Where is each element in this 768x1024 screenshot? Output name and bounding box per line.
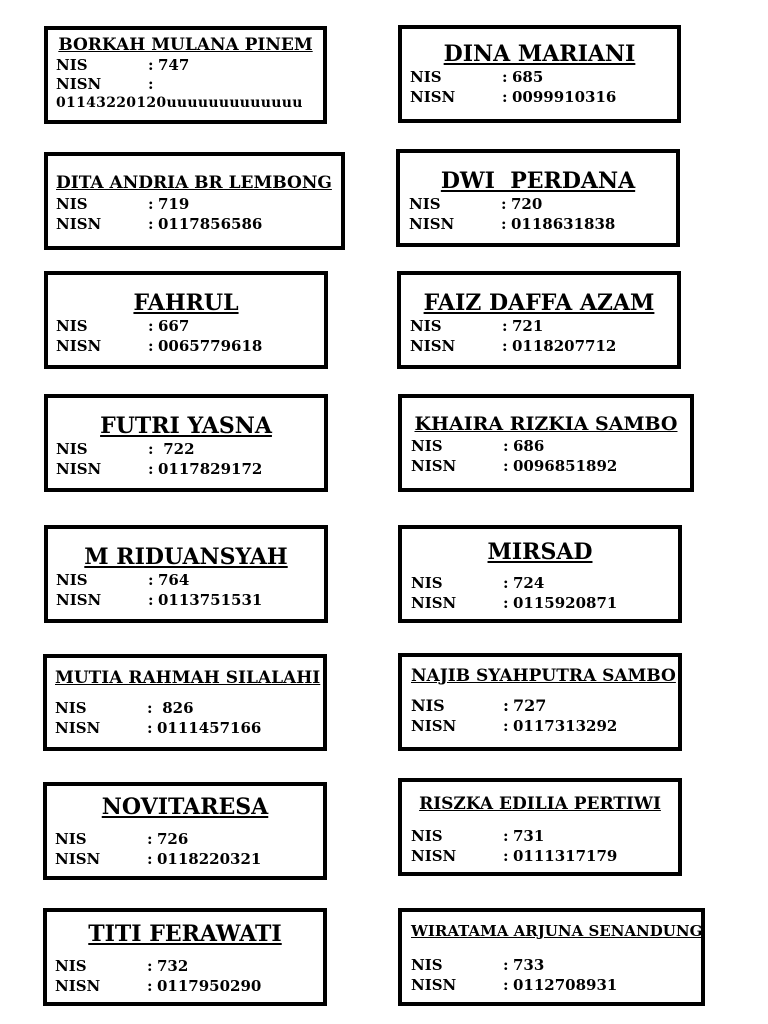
nisn-label: NISN	[56, 460, 102, 479]
nisn-label: NISN	[56, 214, 102, 233]
nis-separator: :	[148, 571, 154, 590]
nisn-separator: :	[147, 977, 153, 996]
nisn-separator: :	[148, 74, 154, 93]
nis-label: NIS	[56, 55, 88, 74]
student-name: DINA MARIANI	[443, 41, 636, 67]
student-card-dwi	[396, 149, 680, 247]
nisn-separator: :	[503, 594, 509, 613]
nis-separator: :	[148, 194, 154, 213]
nisn-value-overflow: 01143220120uuuuuuuuuuuuu	[56, 94, 303, 111]
nis-separator: :	[147, 830, 153, 849]
nisn-value: 0117313292	[513, 716, 618, 735]
nisn-label: NISN	[56, 337, 102, 356]
nis-value: 747	[158, 55, 190, 74]
nis-value: 733	[513, 956, 545, 975]
nis-value: 719	[158, 194, 190, 213]
student-card-dita	[44, 152, 345, 250]
student-name: NOVITARESA	[101, 794, 269, 820]
nisn-label: NISN	[55, 718, 101, 737]
nis-separator: :	[148, 317, 154, 336]
nis-label: NIS	[410, 317, 442, 336]
nisn-value: 0115920871	[513, 594, 618, 613]
nis-label: NIS	[56, 317, 88, 336]
student-name: MIRSAD	[487, 539, 593, 565]
nis-value: 732	[157, 957, 189, 976]
nisn-value: 0117950290	[157, 977, 262, 996]
nisn-separator: :	[147, 850, 153, 869]
nis-label: NIS	[55, 957, 87, 976]
nisn-value: 0118207712	[512, 337, 617, 356]
student-card-faiz	[397, 271, 681, 369]
nis-separator: :	[501, 195, 507, 214]
nis-value: 727	[513, 695, 547, 715]
nisn-value: 0112708931	[513, 976, 618, 995]
nisn-value: 0111317179	[513, 846, 618, 865]
student-name: FUTRI YASNA	[100, 413, 272, 439]
student-name: BORKAH MULANA PINEM	[58, 35, 313, 55]
student-card-futri	[44, 394, 328, 492]
nis-label: NIS	[411, 956, 443, 975]
nis-value: 731	[513, 826, 545, 845]
nisn-label: NISN	[410, 88, 456, 107]
nisn-label: NISN	[55, 977, 101, 996]
nisn-separator: :	[148, 214, 154, 233]
nisn-separator: :	[148, 460, 154, 479]
student-card-riszka	[398, 778, 682, 876]
student-card-borkah	[44, 26, 327, 124]
nisn-label: NISN	[411, 594, 457, 613]
nisn-separator: :	[503, 456, 509, 475]
student-card-novitaresa	[43, 782, 327, 880]
nis-value: 764	[158, 571, 190, 590]
nisn-label: NISN	[411, 976, 457, 995]
nisn-separator: :	[503, 976, 509, 995]
student-name: DWI PERDANA	[440, 168, 636, 194]
nisn-label: NISN	[56, 591, 102, 610]
nisn-label: NISN	[409, 215, 455, 234]
student-card-wiratama	[398, 908, 705, 1006]
nis-value: 826	[157, 698, 194, 717]
nisn-label: NISN	[411, 846, 457, 865]
student-name: FAIZ DAFFA AZAM	[423, 290, 655, 316]
nis-label: NIS	[410, 68, 442, 87]
nisn-value: 0118631838	[511, 215, 616, 234]
student-card-mirsad	[398, 525, 682, 623]
nisn-label: NISN	[56, 74, 102, 93]
nis-label: NIS	[56, 194, 88, 213]
nis-label: NIS	[411, 826, 443, 845]
nis-separator: :	[502, 317, 508, 336]
nisn-separator: :	[148, 591, 154, 610]
nis-value: 686	[513, 436, 545, 455]
nisn-label: NISN	[411, 716, 457, 735]
student-card-najib	[398, 653, 682, 751]
nisn-value: 0117829172	[158, 460, 263, 479]
nisn-label: NISN	[411, 456, 457, 475]
student-name: M RIDUANSYAH	[84, 544, 288, 570]
nisn-value: 0117856586	[158, 214, 263, 233]
nis-separator: :	[148, 55, 154, 74]
nis-separator: :	[502, 68, 508, 87]
nisn-value: 0065779618	[158, 337, 263, 356]
student-card-khaira	[398, 394, 694, 492]
student-card-riduansyah	[44, 525, 328, 623]
nis-separator: :	[503, 695, 509, 715]
nis-value: 722	[158, 440, 195, 459]
nis-separator: :	[147, 698, 153, 717]
student-card-fahrul	[44, 271, 328, 369]
nisn-value: 0118220321	[157, 850, 262, 869]
nis-separator: :	[148, 440, 154, 459]
student-name: DITA ANDRIA BR LEMBONG	[56, 173, 332, 193]
nis-label: NIS	[411, 695, 445, 715]
nisn-value: 0096851892	[513, 456, 618, 475]
nis-label: NIS	[55, 698, 87, 717]
nis-value: 724	[513, 574, 545, 593]
nis-separator: :	[147, 957, 153, 976]
nisn-separator: :	[501, 215, 507, 234]
nis-label: NIS	[411, 574, 443, 593]
nisn-separator: :	[148, 337, 154, 356]
nis-label: NIS	[56, 571, 88, 590]
nis-separator: :	[503, 574, 509, 593]
nisn-separator: :	[502, 337, 508, 356]
student-name: NAJIB SYAHPUTRA SAMBO	[411, 666, 676, 686]
nis-value: 685	[512, 68, 544, 87]
nis-value: 720	[511, 195, 543, 214]
nisn-label: NISN	[55, 850, 101, 869]
student-name: FAHRUL	[133, 290, 239, 316]
nis-label: NIS	[56, 440, 88, 459]
student-card-dina	[398, 25, 681, 123]
nis-label: NIS	[55, 830, 87, 849]
student-name: KHAIRA RIZKIA SAMBO	[414, 413, 678, 435]
nis-value: 721	[512, 317, 544, 336]
nis-label: NIS	[409, 195, 441, 214]
student-name: WIRATAMA ARJUNA SENANDUNG	[411, 922, 703, 940]
nisn-value: 0111457166	[157, 718, 262, 737]
nis-label: NIS	[411, 436, 443, 455]
nis-separator: :	[503, 956, 509, 975]
student-name: TITI FERAWATI	[88, 921, 282, 947]
student-name: RISZKA EDILIA PERTIWI	[419, 794, 661, 814]
nisn-separator: :	[503, 716, 509, 735]
nis-separator: :	[503, 436, 509, 455]
student-card-mutia	[43, 654, 327, 751]
nisn-separator: :	[147, 718, 153, 737]
student-name: MUTIA RAHMAH SILALAHI	[55, 668, 321, 688]
nisn-label: NISN	[410, 337, 456, 356]
nisn-separator: :	[503, 846, 509, 865]
nisn-separator: :	[502, 88, 508, 107]
nis-value: 667	[158, 317, 190, 336]
student-card-titi	[43, 908, 327, 1006]
nisn-value: 0099910316	[512, 88, 617, 107]
nisn-value: 0113751531	[158, 591, 263, 610]
nis-separator: :	[503, 826, 509, 845]
nis-value: 726	[157, 830, 189, 849]
